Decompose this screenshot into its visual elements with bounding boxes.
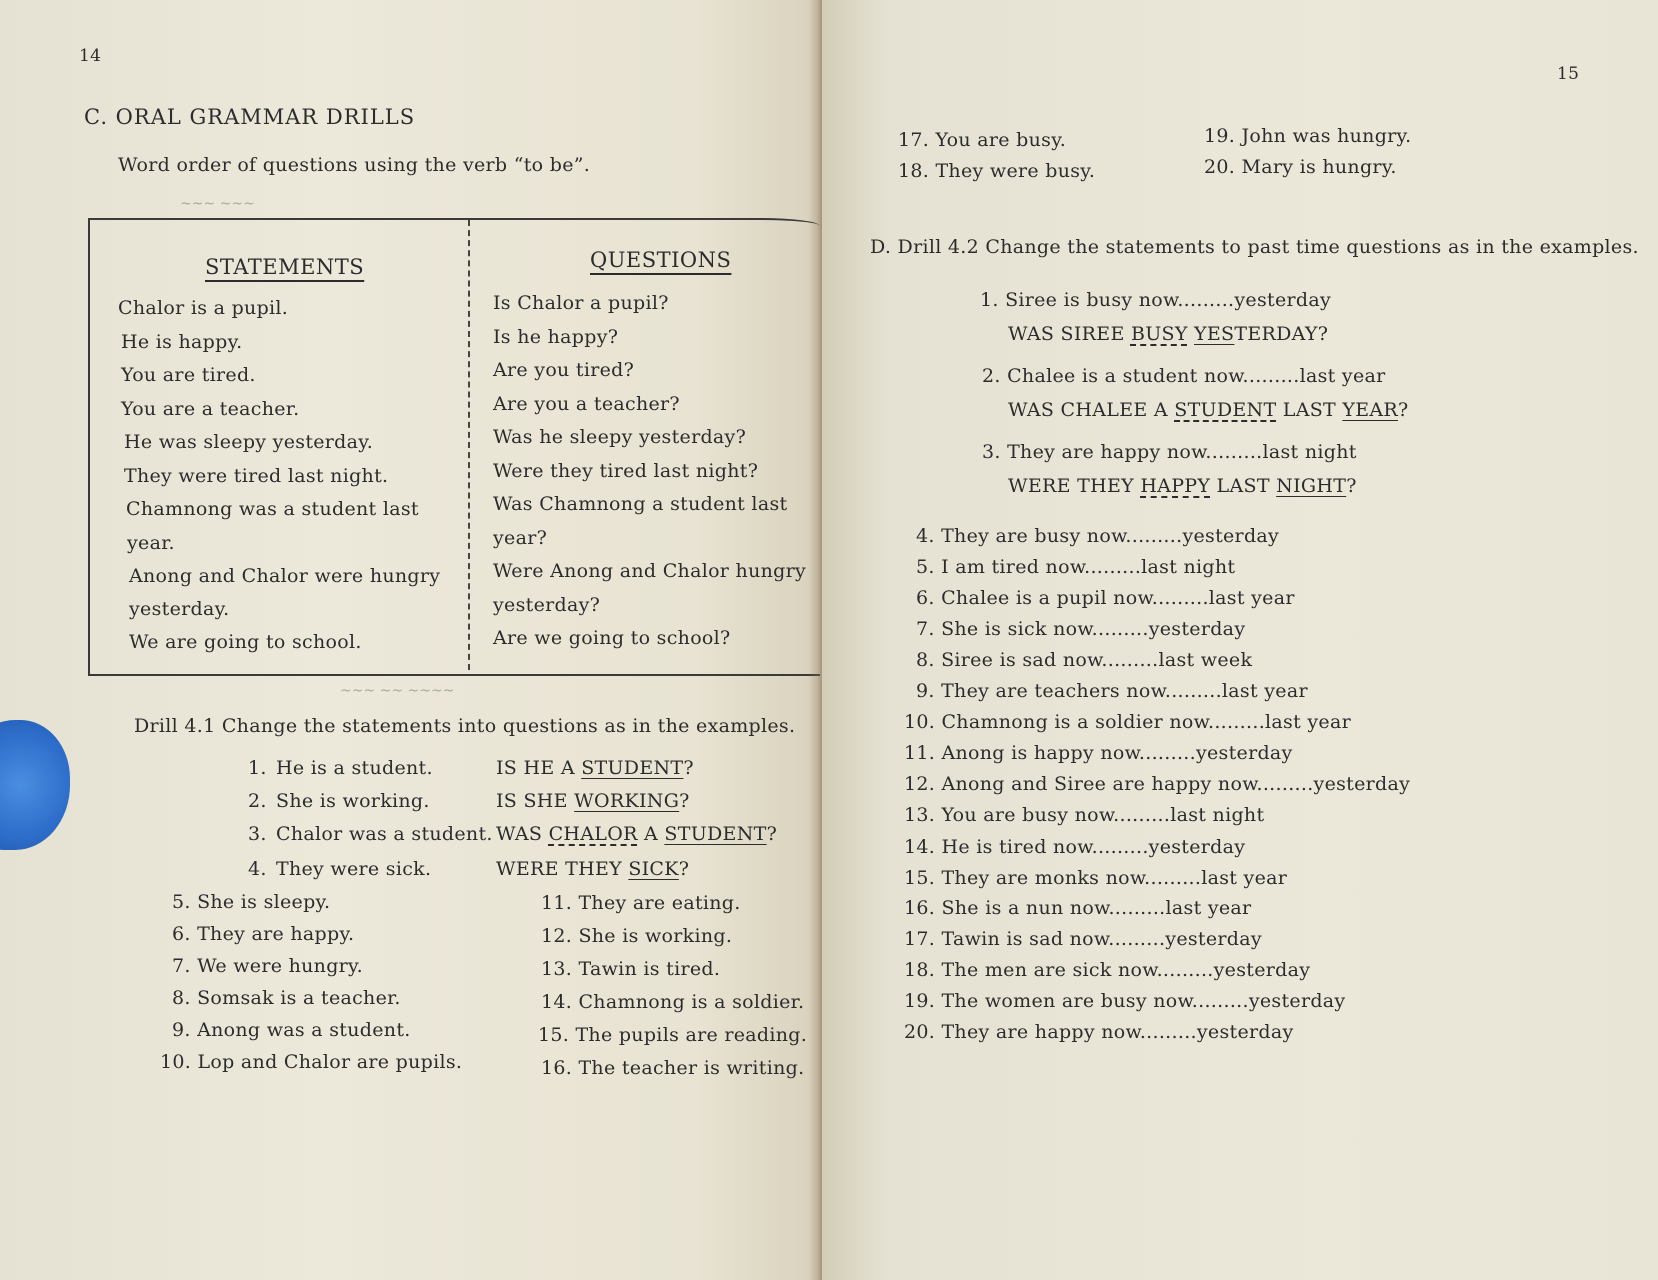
example-statement: She is working. [276,790,430,812]
drill-item: 9. Anong was a student. [172,1019,411,1041]
statement-cell: Anong and Chalor were hungry [129,565,441,587]
example-prompt: 2. Chalee is a student now.........last year [982,365,1386,387]
drill-item: 15. The pupils are reading. [538,1024,808,1046]
page-number-left: 14 [79,46,102,66]
drill-item: 20. Mary is hungry. [1204,156,1397,178]
example-question: IS HE A STUDENT? [496,757,694,779]
drill-item: 9. They are teachers now.........last year [916,680,1308,702]
drill-item: 10. Lop and Chalor are pupils. [160,1051,463,1073]
drill-item: 18. The men are sick now.........yesterday [904,959,1311,981]
page-number-right: 15 [1557,64,1580,84]
drill-item: 4. They are busy now.........yesterday [916,525,1280,547]
drill-41-title: Drill 4.1 Change the statements into questions as in the examples. [134,715,796,737]
example-prompt: 3. They are happy now.........last night [982,441,1357,463]
example-statement: They were sick. [276,858,432,880]
left-page [0,0,818,1280]
drill-item: 11. Anong is happy now.........yesterday [904,742,1293,764]
statement-cell: year. [127,532,175,554]
drill-item: 12. She is working. [541,925,733,947]
drill-item: 16. The teacher is writing. [541,1057,805,1079]
statement-cell: We are going to school. [129,631,362,653]
blue-sticker [0,720,70,850]
handwritten-note: ~~~ ~~~ [180,196,255,212]
statement-cell: Chamnong was a student last [126,498,419,520]
drill-item: 18. They were busy. [898,160,1096,182]
drill-item: 14. Chamnong is a soldier. [541,991,805,1013]
question-cell: Is he happy? [493,326,619,348]
table-divider [468,220,470,670]
drill-item: 5. I am tired now.........last night [916,556,1236,578]
example-prompt: 1. Siree is busy now.........yesterday [980,289,1332,311]
drill-42-title: D. Drill 4.2 Change the statements to past time questions as in the examples. [870,236,1639,258]
question-cell: yesterday? [493,594,601,616]
example-answer: WAS SIREE BUSY YESTERDAY? [1008,323,1329,345]
drill-item: 11. They are eating. [541,892,741,914]
statements-header: STATEMENTS [205,255,365,279]
statement-cell: They were tired last night. [124,465,389,487]
example-number: 3. [248,823,267,845]
statement-cell: He was sleepy yesterday. [124,431,374,453]
statement-cell: You are a teacher. [121,398,300,420]
example-answer: WAS CHALEE A STUDENT LAST YEAR? [1008,399,1409,421]
drill-item: 13. You are busy now.........last night [904,804,1265,826]
statement-cell: yesterday. [129,598,230,620]
handwritten-note: ~~~ ~~ ~~~~ [340,683,455,699]
question-cell: Is Chalor a pupil? [493,292,669,314]
drill-item: 6. Chalee is a pupil now.........last year [916,587,1295,609]
question-cell: year? [493,527,548,549]
statement-cell: You are tired. [121,364,256,386]
drill-item: 16. She is a nun now.........last year [904,897,1252,919]
drill-item: 20. They are happy now.........yesterday [904,1021,1294,1043]
statement-cell: Chalor is a pupil. [118,297,289,319]
drill-item: 5. She is sleepy. [172,891,331,913]
drill-item: 17. Tawin is sad now.........yesterday [904,928,1262,950]
question-cell: Were they tired last night? [493,460,759,482]
example-answer: WERE THEY HAPPY LAST NIGHT? [1008,475,1357,497]
questions-header: QUESTIONS [590,248,732,272]
intro-text: Word order of questions using the verb “to be”. [118,154,591,176]
drill-item: 19. John was hungry. [1204,125,1412,147]
example-number: 1. [248,757,267,779]
drill-item: 7. We were hungry. [172,955,363,977]
example-number: 4. [248,858,267,880]
example-number: 2. [248,790,267,812]
drill-item: 8. Siree is sad now.........last week [916,649,1253,671]
question-cell: Were Anong and Chalor hungry [493,560,807,582]
drill-item: 17. You are busy. [898,129,1067,151]
example-question: WERE THEY SICK? [496,858,690,880]
question-cell: Are you a teacher? [493,393,680,415]
drill-item: 12. Anong and Siree are happy now.........yesterday [904,773,1411,795]
statement-cell: He is happy. [121,331,243,353]
drill-item: 13. Tawin is tired. [541,958,721,980]
section-title: C. ORAL GRAMMAR DRILLS [84,105,416,129]
example-question: IS SHE WORKING? [496,790,690,812]
drill-item: 7. She is sick now.........yesterday [916,618,1246,640]
question-cell: Are you tired? [493,359,635,381]
drill-item: 14. He is tired now.........yesterday [904,836,1246,858]
question-cell: Was he sleepy yesterday? [493,426,747,448]
right-page [822,0,1658,1280]
example-statement: Chalor was a student. [276,823,493,845]
question-cell: Was Chamnong a student last [493,493,788,515]
drill-item: 10. Chamnong is a soldier now.........last year [904,711,1351,733]
example-statement: He is a student. [276,757,433,779]
question-cell: Are we going to school? [493,627,731,649]
drill-item: 8. Somsak is a teacher. [172,987,401,1009]
drill-item: 6. They are happy. [172,923,355,945]
drill-item: 15. They are monks now.........last year [904,867,1288,889]
drill-item: 19. The women are busy now.........yesterday [904,990,1346,1012]
example-question: WAS CHALOR A STUDENT? [496,823,778,845]
